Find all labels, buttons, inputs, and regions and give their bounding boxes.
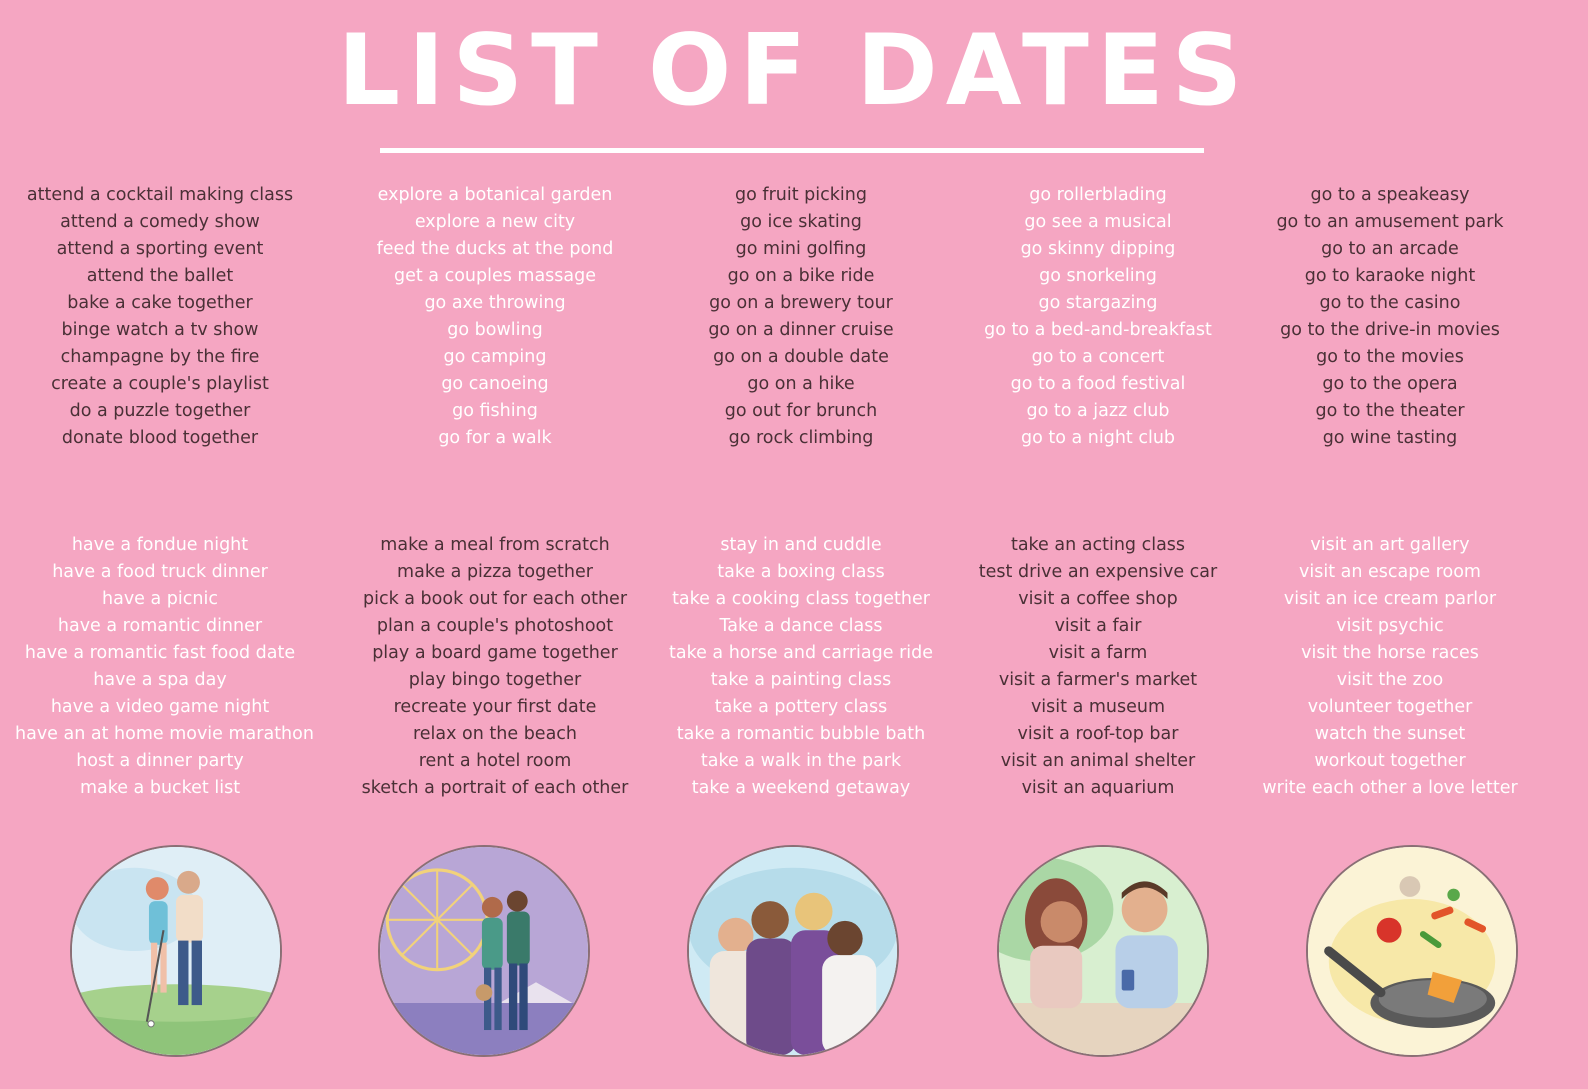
list-item: test drive an expensive car bbox=[978, 562, 1218, 582]
list-item: go to a concert bbox=[1031, 347, 1165, 367]
list-item: visit a farm bbox=[1048, 643, 1148, 663]
list-item: go rollerblading bbox=[1029, 185, 1167, 205]
list-item: go axe throwing bbox=[424, 293, 566, 313]
list-item: go to a night club bbox=[1020, 428, 1176, 448]
coffee-shop-icon bbox=[999, 847, 1207, 1055]
list-item: go canoeing bbox=[441, 374, 549, 394]
list-item: go on a dinner cruise bbox=[708, 320, 894, 340]
list-item: go on a brewery tour bbox=[709, 293, 893, 313]
list-item: do a puzzle together bbox=[69, 401, 251, 421]
frying-pan-icon bbox=[1308, 847, 1516, 1055]
list-item: make a bucket list bbox=[79, 778, 241, 798]
list-item: go to a jazz club bbox=[1026, 401, 1170, 421]
list-item: go wine tasting bbox=[1322, 428, 1458, 448]
list-item: go snorkeling bbox=[1039, 266, 1157, 286]
list-item: take a walk in the park bbox=[700, 751, 902, 771]
list-item: visit an art gallery bbox=[1310, 535, 1470, 555]
list-item: go skinny dipping bbox=[1020, 239, 1176, 259]
list-item: pick a book out for each other bbox=[362, 589, 628, 609]
list-item: go see a musical bbox=[1024, 212, 1172, 232]
list-item: write each other a love letter bbox=[1262, 778, 1518, 798]
list-item: volunteer together bbox=[1307, 697, 1473, 717]
list-item: have an at home movie marathon bbox=[15, 724, 314, 744]
list-item: take a painting class bbox=[710, 670, 892, 690]
list-item: visit an ice cream parlor bbox=[1283, 589, 1497, 609]
list-item: go to a bed-and-breakfast bbox=[984, 320, 1212, 340]
list-item: play bingo together bbox=[408, 670, 582, 690]
list-item: visit a farmer's market bbox=[998, 670, 1198, 690]
list-item: go fishing bbox=[452, 401, 538, 421]
date-list-column-1 bbox=[15, 182, 305, 452]
list-item: visit the zoo bbox=[1336, 670, 1444, 690]
list-item: feed the ducks at the pond bbox=[376, 239, 614, 259]
double-date-friends-illustration bbox=[687, 845, 899, 1057]
list-item: watch the sunset bbox=[1314, 724, 1466, 744]
list-item: stay in and cuddle bbox=[720, 535, 882, 555]
list-item: take a weekend getaway bbox=[691, 778, 911, 798]
friends-group-icon bbox=[689, 847, 897, 1055]
list-item: take a boxing class bbox=[717, 562, 885, 582]
list-item: go to the opera bbox=[1322, 374, 1458, 394]
list-item: sketch a portrait of each other bbox=[361, 778, 629, 798]
list-item: go to a food festival bbox=[1010, 374, 1186, 394]
list-item: go to the movies bbox=[1316, 347, 1464, 367]
list-item: take a romantic bubble bath bbox=[676, 724, 926, 744]
list-item: champagne by the fire bbox=[60, 347, 260, 367]
ferris-wheel-icon bbox=[380, 847, 588, 1055]
list-item: have a romantic dinner bbox=[57, 616, 263, 636]
list-item: have a fondue night bbox=[71, 535, 249, 555]
list-item: go to a speakeasy bbox=[1310, 185, 1470, 205]
list-item: visit the horse races bbox=[1301, 643, 1479, 663]
list-item: recreate your first date bbox=[393, 697, 597, 717]
list-item: visit a museum bbox=[1030, 697, 1166, 717]
list-item: explore a botanical garden bbox=[377, 185, 613, 205]
mini-golf-couple-illustration bbox=[70, 845, 282, 1057]
list-item: take a horse and carriage ride bbox=[668, 643, 934, 663]
date-list-column-10 bbox=[1240, 532, 1540, 802]
mini-golf-icon bbox=[72, 847, 280, 1055]
date-list-column-9 bbox=[952, 532, 1244, 802]
list-item: go to the casino bbox=[1319, 293, 1461, 313]
list-item: go to an arcade bbox=[1321, 239, 1459, 259]
list-item: visit psychic bbox=[1336, 616, 1444, 636]
list-item: attend a comedy show bbox=[60, 212, 260, 232]
cooking-pan-illustration bbox=[1306, 845, 1518, 1057]
list-item: get a couples massage bbox=[393, 266, 597, 286]
list-item: host a dinner party bbox=[76, 751, 244, 771]
list-item: go on a hike bbox=[747, 374, 855, 394]
list-item: go to karaoke night bbox=[1304, 266, 1476, 286]
list-item: rent a hotel room bbox=[418, 751, 572, 771]
list-item: Take a dance class bbox=[719, 616, 883, 636]
list-item: make a meal from scratch bbox=[380, 535, 610, 555]
list-item: binge watch a tv show bbox=[61, 320, 259, 340]
date-list-column-8 bbox=[655, 532, 947, 802]
list-item: take a pottery class bbox=[714, 697, 888, 717]
page-title: LIST OF DATES bbox=[337, 14, 1251, 128]
list-item: create a couple's playlist bbox=[51, 374, 269, 394]
list-item: go mini golfing bbox=[735, 239, 867, 259]
date-list-column-2 bbox=[345, 182, 645, 452]
amusement-park-couple-illustration bbox=[378, 845, 590, 1057]
list-item: bake a cake together bbox=[67, 293, 253, 313]
date-list-column-6 bbox=[15, 532, 314, 802]
list-item: attend a sporting event bbox=[56, 239, 264, 259]
list-item: attend a cocktail making class bbox=[26, 185, 294, 205]
list-item: workout together bbox=[1314, 751, 1466, 771]
list-item: go camping bbox=[443, 347, 547, 367]
list-item: go stargazing bbox=[1038, 293, 1158, 313]
date-list-column-3 bbox=[655, 182, 947, 452]
date-list-column-5 bbox=[1240, 182, 1540, 452]
list-item: go to an amusement park bbox=[1276, 212, 1504, 232]
list-item: have a spa day bbox=[93, 670, 227, 690]
title-divider bbox=[380, 148, 1204, 153]
list-item: go to the theater bbox=[1315, 401, 1465, 421]
list-item: go to the drive-in movies bbox=[1280, 320, 1500, 340]
list-item: go ice skating bbox=[740, 212, 862, 232]
list-item: go on a double date bbox=[713, 347, 889, 367]
list-item: play a board game together bbox=[372, 643, 618, 663]
list-item: take a cooking class together bbox=[672, 589, 930, 609]
list-item: visit an animal shelter bbox=[1000, 751, 1196, 771]
list-item: plan a couple's photoshoot bbox=[376, 616, 614, 636]
list-item: attend the ballet bbox=[86, 266, 234, 286]
list-item: donate blood together bbox=[61, 428, 259, 448]
list-item: go bowling bbox=[447, 320, 543, 340]
list-item: go for a walk bbox=[438, 428, 552, 448]
list-item: visit a coffee shop bbox=[1018, 589, 1178, 609]
list-item: visit a roof-top bar bbox=[1017, 724, 1179, 744]
list-item: go fruit picking bbox=[735, 185, 867, 205]
list-item: go out for brunch bbox=[724, 401, 878, 421]
list-item: take an acting class bbox=[1010, 535, 1186, 555]
date-list-column-7 bbox=[345, 532, 645, 802]
list-item: visit an escape room bbox=[1299, 562, 1481, 582]
list-item: explore a new city bbox=[414, 212, 576, 232]
list-item: visit a fair bbox=[1054, 616, 1142, 636]
list-item: make a pizza together bbox=[397, 562, 593, 582]
list-item: have a picnic bbox=[102, 589, 218, 609]
list-item: relax on the beach bbox=[412, 724, 578, 744]
list-item: have a food truck dinner bbox=[52, 562, 268, 582]
list-item: visit an aquarium bbox=[1021, 778, 1175, 798]
list-item: have a video game night bbox=[50, 697, 270, 717]
date-list-column-4 bbox=[952, 182, 1244, 452]
list-item: have a romantic fast food date bbox=[24, 643, 296, 663]
list-item: go rock climbing bbox=[728, 428, 874, 448]
coffee-date-couple-illustration bbox=[997, 845, 1209, 1057]
list-item: go on a bike ride bbox=[727, 266, 875, 286]
